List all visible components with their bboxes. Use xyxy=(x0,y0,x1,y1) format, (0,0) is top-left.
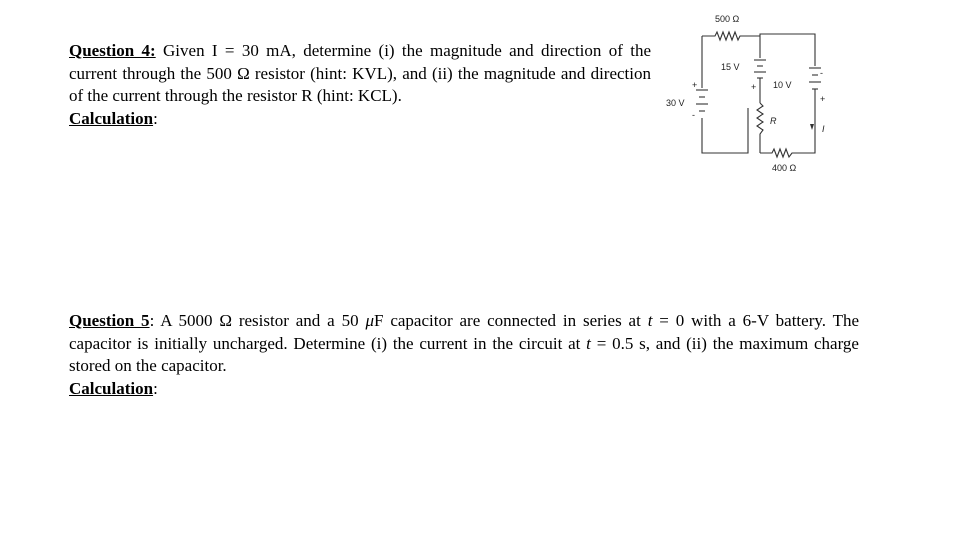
battery-30v-plus: + xyxy=(692,80,698,90)
question-5-t1: t xyxy=(647,311,653,330)
resistor-r-symbol xyxy=(757,103,763,153)
battery-10v-minus: - xyxy=(820,68,823,78)
battery-15v xyxy=(754,60,766,78)
question-4 xyxy=(69,40,651,130)
question-5-text-part2: F capacitor are connected in series at xyxy=(374,311,648,330)
top-right-wire xyxy=(760,34,815,66)
left-loop-bottom-wire xyxy=(702,108,748,153)
circuit-diagram xyxy=(660,8,830,178)
question-4-text: Given I = 30 mA, determine (i) the magnitude and direction of the current through the 500 Ω resistor (hint: KVL), and (ii) the magnitude and direction of the current through the resistor R (hint: KCL). xyxy=(69,41,652,105)
question-4-calculation-colon: : xyxy=(153,108,158,128)
question-5 xyxy=(69,310,859,400)
resistor-r-label: R xyxy=(770,116,777,126)
question-5-t2: t xyxy=(586,333,591,353)
battery-30v-label: 30 V xyxy=(666,98,685,108)
question-5-calculation-colon: : xyxy=(153,378,158,398)
top-resistor-symbol xyxy=(702,32,760,40)
question-5-calculation xyxy=(69,378,859,401)
bottom-resistor-symbol xyxy=(760,118,815,157)
question-5-paragraph xyxy=(69,310,859,378)
question-4-calculation xyxy=(69,108,651,131)
battery-10v-plus: + xyxy=(820,94,826,104)
question-5-mu: μ xyxy=(365,311,374,330)
top-resistor-label: 500 Ω xyxy=(715,14,740,24)
battery-30v xyxy=(696,90,708,111)
current-arrow-icon xyxy=(810,124,814,130)
question-5-calculation-label: Calculation xyxy=(69,378,154,398)
question-5-colon: : xyxy=(149,311,155,330)
question-5-label: Question 5 xyxy=(69,311,150,330)
battery-15v-plus: + xyxy=(751,82,757,92)
question-4-paragraph xyxy=(69,40,651,108)
bottom-resistor-label: 400 Ω xyxy=(772,163,797,173)
battery-15v-label: 15 V xyxy=(721,62,740,72)
question-4-calculation-label: Calculation xyxy=(69,108,154,128)
question-4-label: Question 4: xyxy=(69,41,156,60)
current-label: I xyxy=(822,124,825,134)
battery-30v-minus: - xyxy=(692,110,695,120)
question-5-text-part3: = 0 with a 6-V battery. The capacitor is initially uncharged. Determine (i) the current in the circuit at xyxy=(69,311,859,353)
battery-10v-label: 10 V xyxy=(773,80,792,90)
question-5-text-part4: = 0.5 s, and (ii) the maximum charge stored on the capacitor. xyxy=(69,333,859,375)
question-5-text-part1: A 5000 Ω resistor and a 50 xyxy=(154,311,366,330)
